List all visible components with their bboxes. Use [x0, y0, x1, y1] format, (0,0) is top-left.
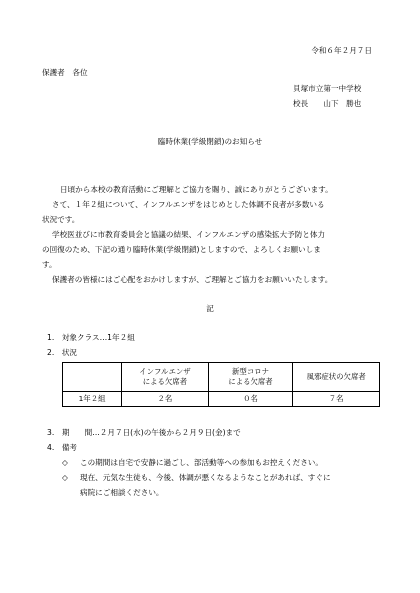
- note-text: この期間は自宅で安静に過ごし、部活動等への参加もお控えください。: [80, 458, 323, 467]
- note-item: [62, 459, 323, 467]
- diamond-bullet-icon: ◇: [62, 473, 68, 482]
- principal-name: 校長 山下 勝也: [293, 99, 362, 108]
- item-notes: 4. 備考: [47, 443, 78, 452]
- table-row-label: 1年２組: [63, 392, 122, 407]
- table-cell: ０名: [208, 392, 293, 407]
- table-cell: ２名: [122, 392, 209, 407]
- paragraph-closing: 保護者の皆様にはご心配をおかけしますが、ご理解とご協力をお願いいたします。: [52, 275, 333, 284]
- table-header-blank: [63, 363, 122, 392]
- table-header-cell: 新型コロナ による欠席者: [208, 363, 293, 392]
- paragraph-situation-line1: さて、１年２組について、インフルエンザをはじめとした体調不良者が多数いる: [52, 200, 325, 209]
- addressee: 保護者 各位: [42, 68, 88, 77]
- table-header-cell: 風邪症状の欠席者: [293, 363, 380, 392]
- document-title: 臨時休業(学級閉鎖)のお知らせ: [157, 137, 263, 146]
- item-target-class: 1. 対象クラス…1年２組: [47, 333, 135, 342]
- ki-heading: 記: [206, 304, 214, 313]
- item-period: 3. 期 間…２月７日(水)の午後から２月９日(金)まで: [47, 428, 241, 437]
- table-header-cell: インフルエンザ による欠席者: [122, 363, 209, 392]
- paragraph-decision-line1: 学校医並びに市教育委員会と協議の結果、インフルエンザの感染拡大予防と体力: [52, 230, 326, 239]
- issue-date: 令和６年２月７日: [311, 46, 372, 55]
- note-text: 現在、元気な生徒も、今後、体調が悪くなるようなことがあれば、すぐに: [80, 473, 331, 482]
- diamond-bullet-icon: ◇: [62, 458, 68, 467]
- note-text-continued: 病院にご相談ください。: [80, 488, 164, 497]
- note-item: [62, 474, 331, 482]
- paragraph-decision-line2: の回復のため、下記の通り臨時休業(学級閉鎖)としますので、よろしくお願いしま: [42, 245, 321, 254]
- paragraph-decision-line3: す。: [42, 260, 57, 269]
- item-status: 2. 状況: [47, 348, 78, 357]
- paragraph-situation-line2: 状況です。: [42, 215, 80, 224]
- table-cell: ７名: [293, 392, 380, 407]
- absence-table: [62, 362, 380, 407]
- school-name: 貝塚市立第一中学校: [293, 84, 362, 93]
- table-row: [63, 392, 380, 407]
- paragraph-greeting: 日頃から本校の教育活動にご理解とご協力を賜り、誠にありがとうございます。: [60, 185, 333, 194]
- table-header-row: [63, 363, 380, 392]
